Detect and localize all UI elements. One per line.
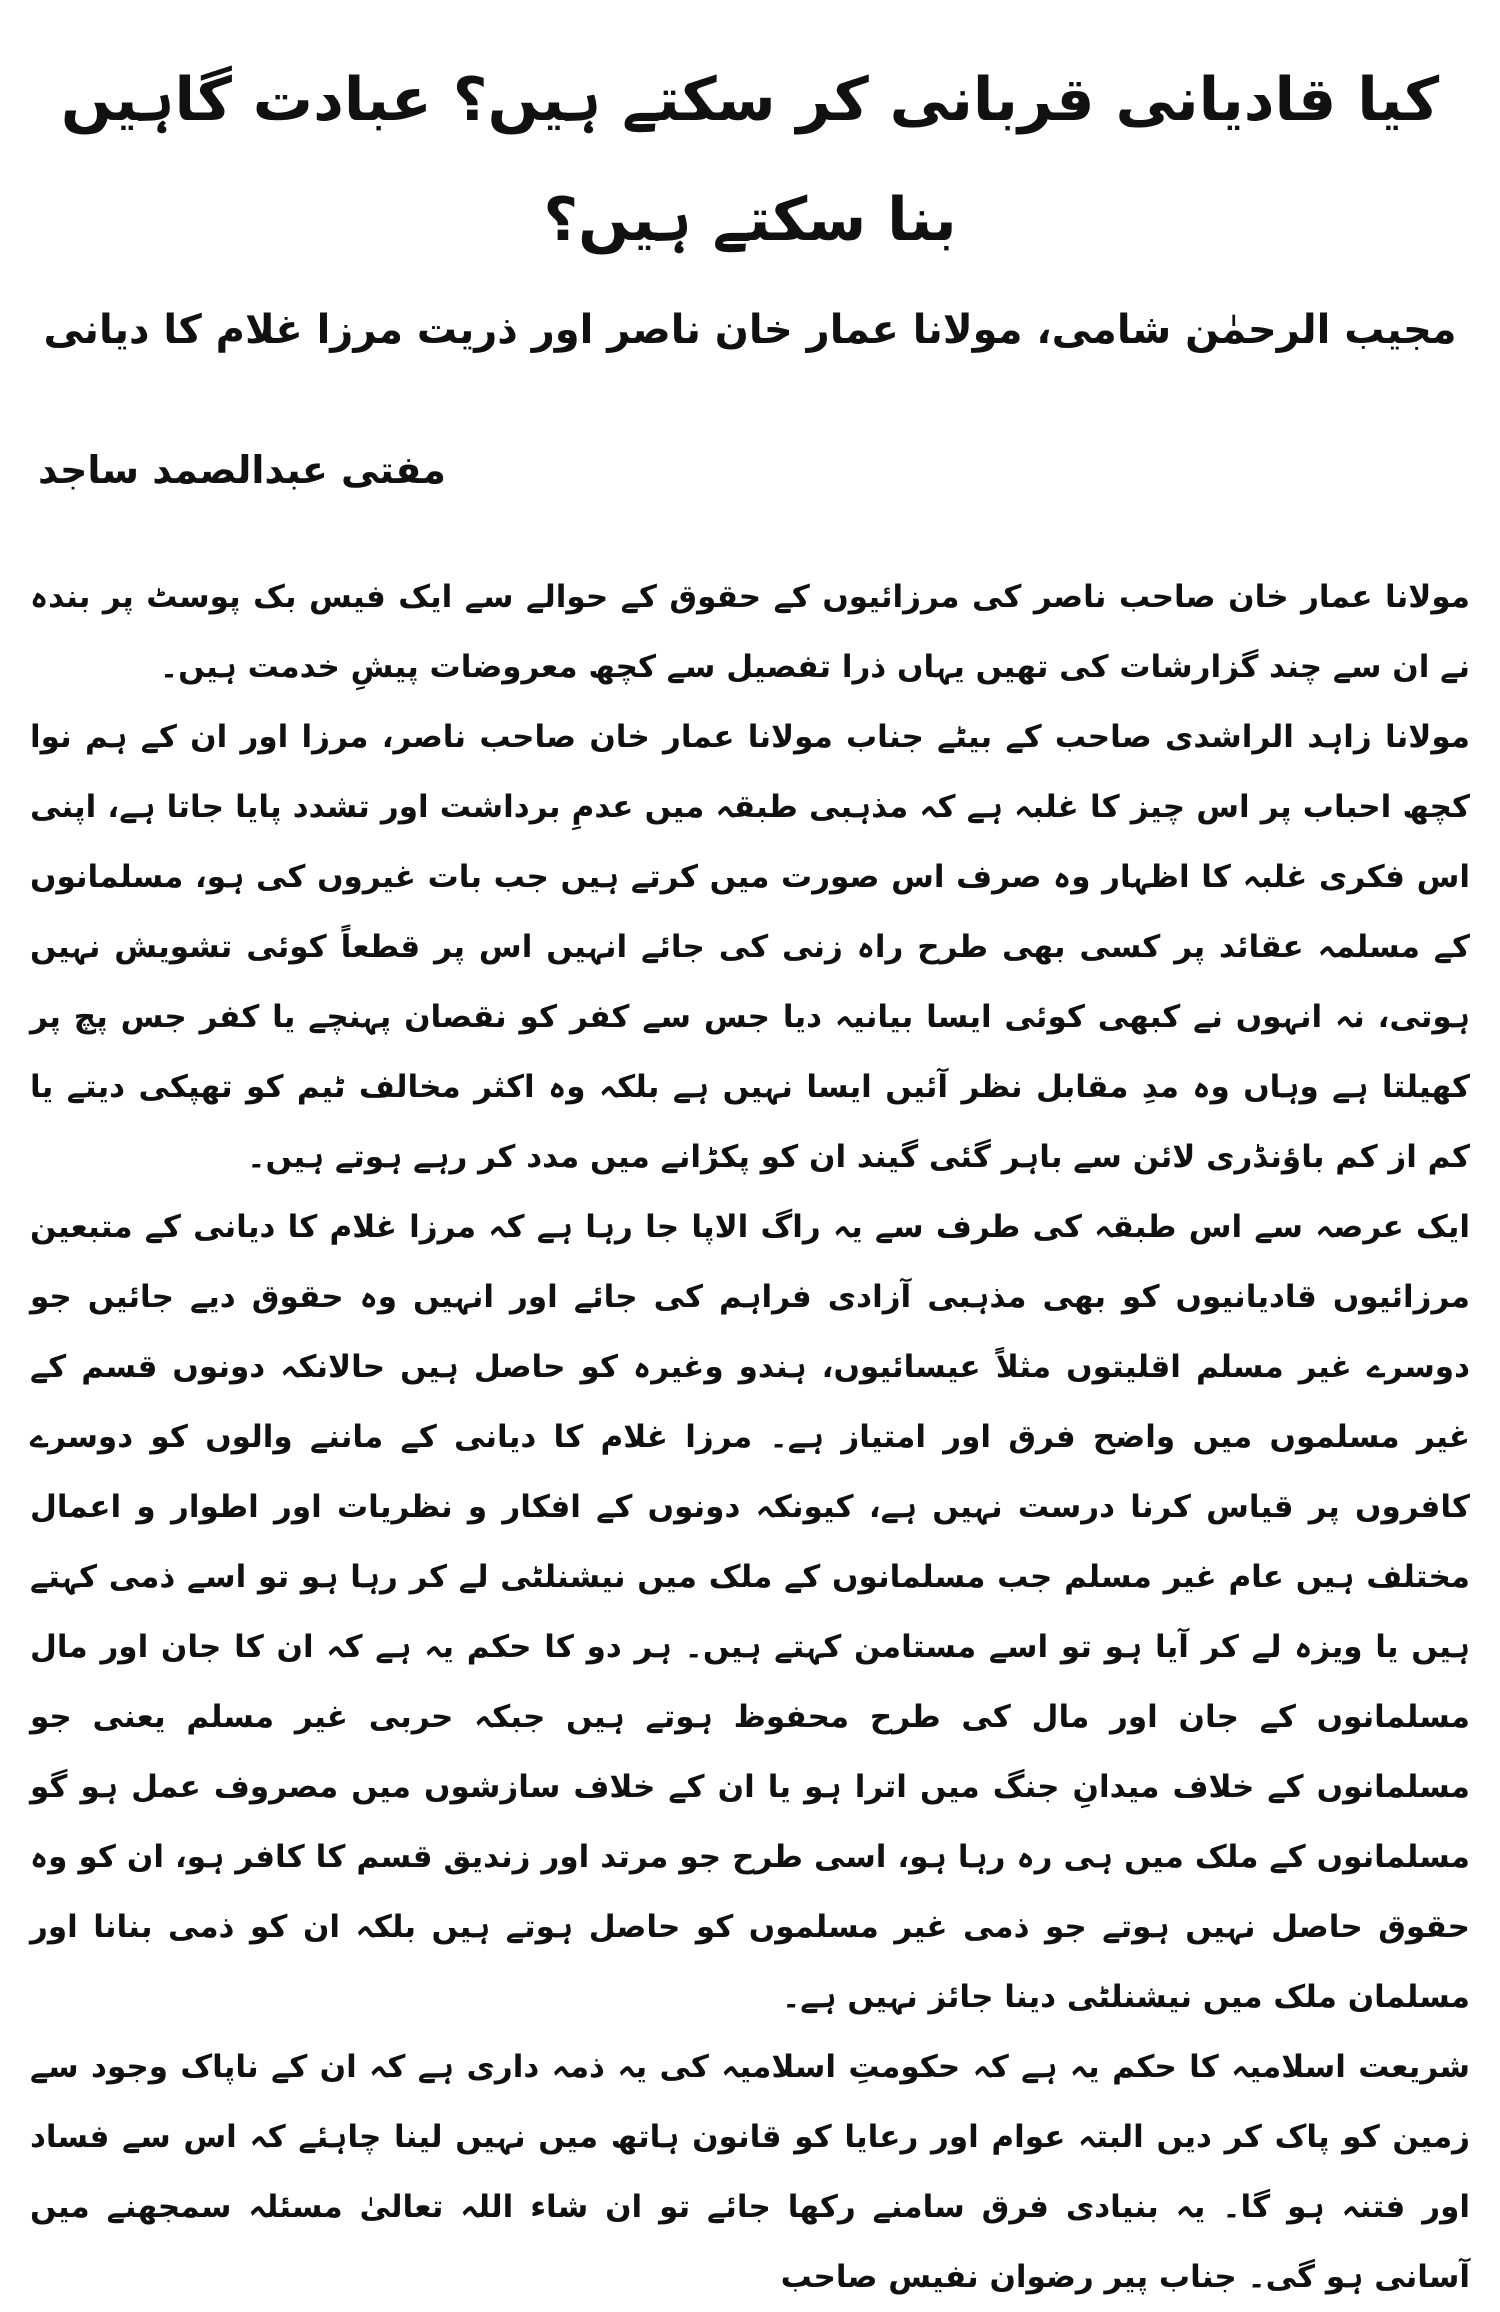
article-title: کیا قادیانی قربانی کر سکتے ہیں؟ عبادت گاہیں بنا سکتے ہیں؟: [60, 65, 1440, 255]
paragraph-4: شریعت اسلامیہ کا حکم یہ ہے کہ حکومتِ اسلامیہ کی یہ ذمہ داری ہے کہ ان کے ناپاک وجود سے زمین کو پاک کر دیں البتہ عوام اور رعایا کو قانون ہاتھ میں نہیں لینا چاہئے کہ اس سے فساد اور فتنہ ہو گا۔ یہ بنیادی فرق سامنے رکھا جائے تو ان شاء اللہ تعالیٰ مسئلہ سمجھنے میں آسانی ہو گی۔ جناب پیر رضوان نفیس صاحب: [30, 2049, 1470, 2295]
paragraph-1: مولانا عمار خان صاحب ناصر کی مرزائیوں کے حقوق کے حوالے سے ایک فیس بک پوسٹ پر بندہ نے ان سے چند گزارشات کی تھیں یہاں ذرا تفصیل سے کچھ معروضات پیشِ خدمت ہیں۔: [30, 579, 1470, 685]
author-name: مفتی عبدالصمد ساجد: [38, 448, 446, 492]
paragraph-3: ایک عرصہ سے اس طبقہ کی طرف سے یہ راگ الاپا جا رہا ہے کہ مرزا غلام کا دیانی کے متبعین مرزائیوں قادیانیوں کو بھی مذہبی آزادی فراہم کی جائے اور انہیں وہ حقوق دیے جائیں جو دوسرے غیر مسلم اقلیتوں مثلاً عیسائیوں، ہندو وغیرہ کو حاصل ہیں حالانکہ دونوں قسم کے غیر مسلموں میں واضح فرق اور امتیاز ہے۔ مرزا غلام کا دیانی کے ماننے والوں کو دوسرے کافروں پر قیاس کرنا درست نہیں ہے، کیونکہ دونوں کے افکار و نظریات اور اطوار و اعمال مختلف ہیں عام غیر مسلم جب مسلمانوں کے ملک میں نیشنلٹی لے کر رہا ہو تو اسے ذمی کہتے ہیں یا ویزہ لے کر آیا ہو تو اسے مستامن کہتے ہیں۔ ہر دو کا حکم یہ ہے کہ ان کا جان اور مال مسلمانوں کے جان اور مال کی طرح محفوظ ہوتے ہیں جبکہ حربی غیر مسلم یعنی جو مسلمانوں کے خلاف میدانِ جنگ میں اترا ہو یا ان کے خلاف سازشوں میں مصروف عمل ہو گو مسلمانوں کے ملک میں ہی رہ رہا ہو، اسی طرح جو مرتد اور زندیق قسم کا کافر ہو، ان کو وہ حقوق حاصل نہیں ہوتے جو ذمی غیر مسلموں کو حاصل ہوتے ہیں بلکہ ان کو ذمی بنانا اور مسلمان ملک میں نیشنلٹی دینا جائز نہیں ہے۔: [30, 1209, 1470, 2015]
article-subtitle: مجیب الرحمٰن شامی، مولانا عمار خان ناصر اور ذریت مرزا غلام کا دیانی: [43, 307, 1457, 353]
paragraph-2: مولانا زاہد الراشدی صاحب کے بیٹے جناب مولانا عمار خان صاحب ناصر، مرزا اور ان کے ہم نوا کچھ احباب پر اس چیز کا غلبہ ہے کہ مذہبی طبقہ میں عدمِ برداشت اور تشدد پایا جاتا ہے، اپنی اس فکری غلبہ کا اظہار وہ صرف اس صورت میں کرتے ہیں جب بات غیروں کی ہو، مسلمانوں کے مسلمہ عقائد پر کسی بھی طرح راہ زنی کی جائے انہیں اس پر قطعاً کوئی تشویش نہیں ہوتی، نہ انہوں نے کبھی کوئی ایسا بیانیہ دیا جس سے کفر کو نقصان پہنچے یا کفر جس پچ پر کھیلتا ہے وہاں وہ مدِ مقابل نظر آئیں ایسا نہیں ہے بلکہ وہ اکثر مخالف ٹیم کو تھپکی دیتے یا کم از کم باؤنڈری لائن سے باہر گئی گیند ان کو پکڑانے میں مدد کر رہے ہوتے ہیں۔: [30, 719, 1470, 1175]
article-page: [30, 40, 1470, 2295]
article-body: [30, 562, 1470, 2312]
